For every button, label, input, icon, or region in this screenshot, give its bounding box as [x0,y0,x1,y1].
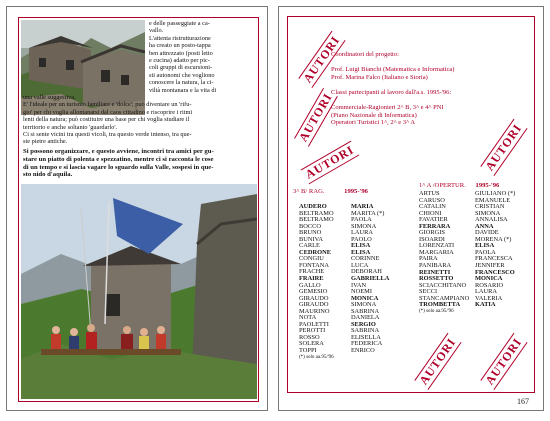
name-entry: FONTANA [299,261,330,269]
text-line: L'attenta ristrutturazione [149,34,211,42]
name-entry: BELTRAMO [299,209,334,217]
name-entry: MONICA [351,294,379,302]
stamp-authors: AUTORI [294,88,338,147]
name-entry: CARUSO [419,196,445,204]
text-line: viltà montanara e la vita di [149,86,217,94]
info-line [331,59,454,67]
project-info [331,51,454,127]
name-entry: STANCAMPIANO [419,294,470,302]
name-entry: BRUNO [299,229,322,237]
name-entry: SOLERA [299,340,324,348]
name-entry: ISOARDI [419,235,445,243]
stamp-authors: AUTORI [301,141,360,185]
name-entry: FRAIRE [299,275,324,283]
name-entry: CATALIN [419,203,446,211]
name-entry: ROSSETTO [419,275,454,283]
name-entry: ARTUS [419,190,440,197]
name-entry: SIMONA [475,209,501,217]
name-entry: LUCA [351,261,369,269]
name-entry: (*) solo aa.95/'96 [419,308,454,314]
name-entry: SERGIO [351,320,376,328]
class-header-1a-label: 1^ A /OPERTUR. [419,182,466,189]
name-entry: LORENZATI [419,242,455,250]
name-entry: FERRARA [419,222,451,230]
name-entry: PAOLA [351,216,372,224]
name-entry: PEROTTI [299,327,326,335]
name-entry: PANIBARA [419,262,452,270]
gathering-paragraph [23,148,259,179]
text-line: e delle passeggiate a ca- [149,20,210,27]
firstname-column-1a [475,191,515,309]
text-line: ha creato un posto-tappa [149,42,211,50]
name-entry: SIMONA [351,301,377,309]
text-line: gio' per chi voglia allontanarsi dal caos cittadino e riscoprire i ritmi [23,108,193,116]
class-header-3b-label: 3^ B/ RAG. [293,188,325,195]
info-line: Prof. Luigi Bianchi (Matematica e Informatica) [331,66,455,74]
info-line [331,81,454,89]
stamp-authors: AUTORI [480,333,527,390]
name-entry: MONICA [475,275,503,283]
info-line [331,97,454,105]
name-entry: NOTA [299,314,317,322]
name-entry: BELTRAMO [299,216,334,224]
info-line: Classi partecipanti al lavoro dall'a.s. 1995-'96: [331,88,452,96]
name-entry: GIRAUDO [299,294,329,302]
name-entry: MARGARIA [419,248,454,256]
name-entry: PAOLO [351,235,372,243]
class-header-3b-year: 1995-'96 [344,188,368,195]
name-entry: ELISELLA [351,333,381,341]
info-line: Commerciale-Ragionieri 2^ B, 3^ e 4^ PNI [331,104,444,112]
name-entry: SABRINA [351,307,380,315]
name-entry: SIMONA [351,222,377,230]
name-entry: MARITA (*) [351,209,385,217]
name-entry: ROSSO [299,333,320,341]
text-line: di un tempo e si lascia vagare lo sguardo sulla Valle, sospesi in que- [23,163,214,171]
name-entry: MAURINO [299,307,330,315]
name-entry: ELISA [475,242,495,250]
name-entry: ANNALISA [475,216,508,224]
name-entry: ANNA [475,222,494,230]
name-entry: BUNIVA [299,235,324,243]
name-entry: DANIELA [351,314,380,322]
name-entry: CORINNE [351,255,380,263]
name-entry: NOEMI [351,288,372,296]
text-line: lenti della natura; può costituire una base per chi voglia studiare il [23,116,190,124]
stamp-authors: AUTORI [298,31,345,88]
name-entry: JENNIFER [475,262,505,270]
name-entry: GIORGIS [419,229,445,237]
name-entry: ROSARIO [475,281,504,289]
name-entry: CARLE [299,242,320,250]
name-entry: AUDERO [299,203,327,210]
name-entry: ELISA [351,242,371,250]
name-entry: GEMESIO [299,288,328,296]
firstname-column-3b [351,204,389,355]
surname-column-1a [419,191,469,315]
name-entry: TROMBETTA [419,301,461,309]
text-line: ste pietre antiche. [23,138,68,146]
name-entry: SABRINA [351,327,380,335]
name-entry: (*) solo aa.95/'96 [299,354,334,360]
intro-paragraph-narrow [149,20,259,94]
name-entry: PAOLETTI [299,320,329,328]
name-entry: LAURA [475,288,498,296]
name-entry: PAIRA [419,255,438,263]
stamp-authors: AUTORI [414,333,461,390]
name-entry: CRISTIAN [475,203,505,211]
name-entry: FRANCESCO [475,268,515,276]
info-line: Operatori Turistici 1^, 2^ e 3^ A [331,119,416,127]
photo-gathering [21,184,257,399]
right-page [278,6,544,411]
info-line: Prof. Marina Falco (Italiano e Storia) [331,73,428,81]
class-header-1a [419,182,499,189]
name-entry: CHIONI [419,209,442,217]
name-entry: MARIA [351,203,374,210]
info-line: (Piano Nazionale di Informatica) [331,111,417,119]
name-entry: BOCCO [299,222,322,230]
text-line: conoscere la natura, la ci- [149,79,214,87]
name-entry: EMANUELE [475,196,511,204]
text-line: sto nido d'aquila. [23,171,73,179]
text-line: vallo. [149,27,164,35]
name-entry: GIULIANO (*) [475,190,516,197]
text-line: ben attrezzato (posti letto [149,49,213,57]
name-entry: KATIA [475,301,496,309]
name-entry: LAURA [351,229,374,237]
info-line: Coordinatori del progetto: [331,51,399,58]
class-header-1a-year: 1995-'96 [475,182,500,189]
name-entry: ENRICO [351,347,375,355]
surname-column-3b [299,204,334,361]
name-entry: CONGIU [299,255,324,263]
stamp-authors: AUTORI [480,119,527,176]
intro-paragraph-wide [23,94,259,146]
name-entry: VALERIA [475,294,503,302]
text-line: sti autonomi che vogliono [149,71,215,79]
name-entry: GIRAUDO [299,301,329,309]
photo-gathering-image [21,184,257,399]
class-header-3b [293,188,368,195]
name-entry: REINETTI [419,268,451,276]
name-entry: GABRIELLA [351,275,390,283]
page-number: 167 [517,397,529,406]
name-entry: ELISA [351,248,371,256]
name-entry: FRACHE [299,268,325,276]
text-line: coli gruppi di escursioni- [149,64,213,72]
name-entry: FEDERICA [351,340,383,348]
text-line: Si possono organizzare, e questo avviene, incontri tra amici per gu- [23,148,214,155]
text-line: E' l'ideale per un turismo familiare e 'dolce'; può diventare un 'rifu- [23,101,192,109]
name-entry: DEBORAH [351,268,382,276]
name-entry: TOPPI [299,347,317,355]
name-entry: PAOLA [475,248,496,256]
text-line: Ci si sente vicini tra questi vicoli, tra questo verde intenso, tra que- [23,131,192,139]
name-entry: FRANCESCA [475,255,513,263]
name-entry: FAVATIER [419,216,448,224]
name-entry: SCIACCHITANO [419,281,467,289]
name-entry: IVAN [351,281,367,289]
name-entry: MORENA (*) [475,235,512,243]
name-entry: SECCI [419,288,438,296]
name-entry: GALLO [299,281,321,289]
text-line: una valle suggestiva. [23,94,76,101]
name-entry: CEDRONE [299,248,331,256]
text-line: territorio e anche soltanto 'guardarlo'. [23,123,118,131]
text-line: stare un piatto di polenta e spezzatino, mentre ci si racconta le cose [23,155,214,163]
left-page [6,6,268,411]
text-line: e cucina) adatto per pic- [149,57,210,65]
name-entry: DAVIDE [475,229,499,237]
